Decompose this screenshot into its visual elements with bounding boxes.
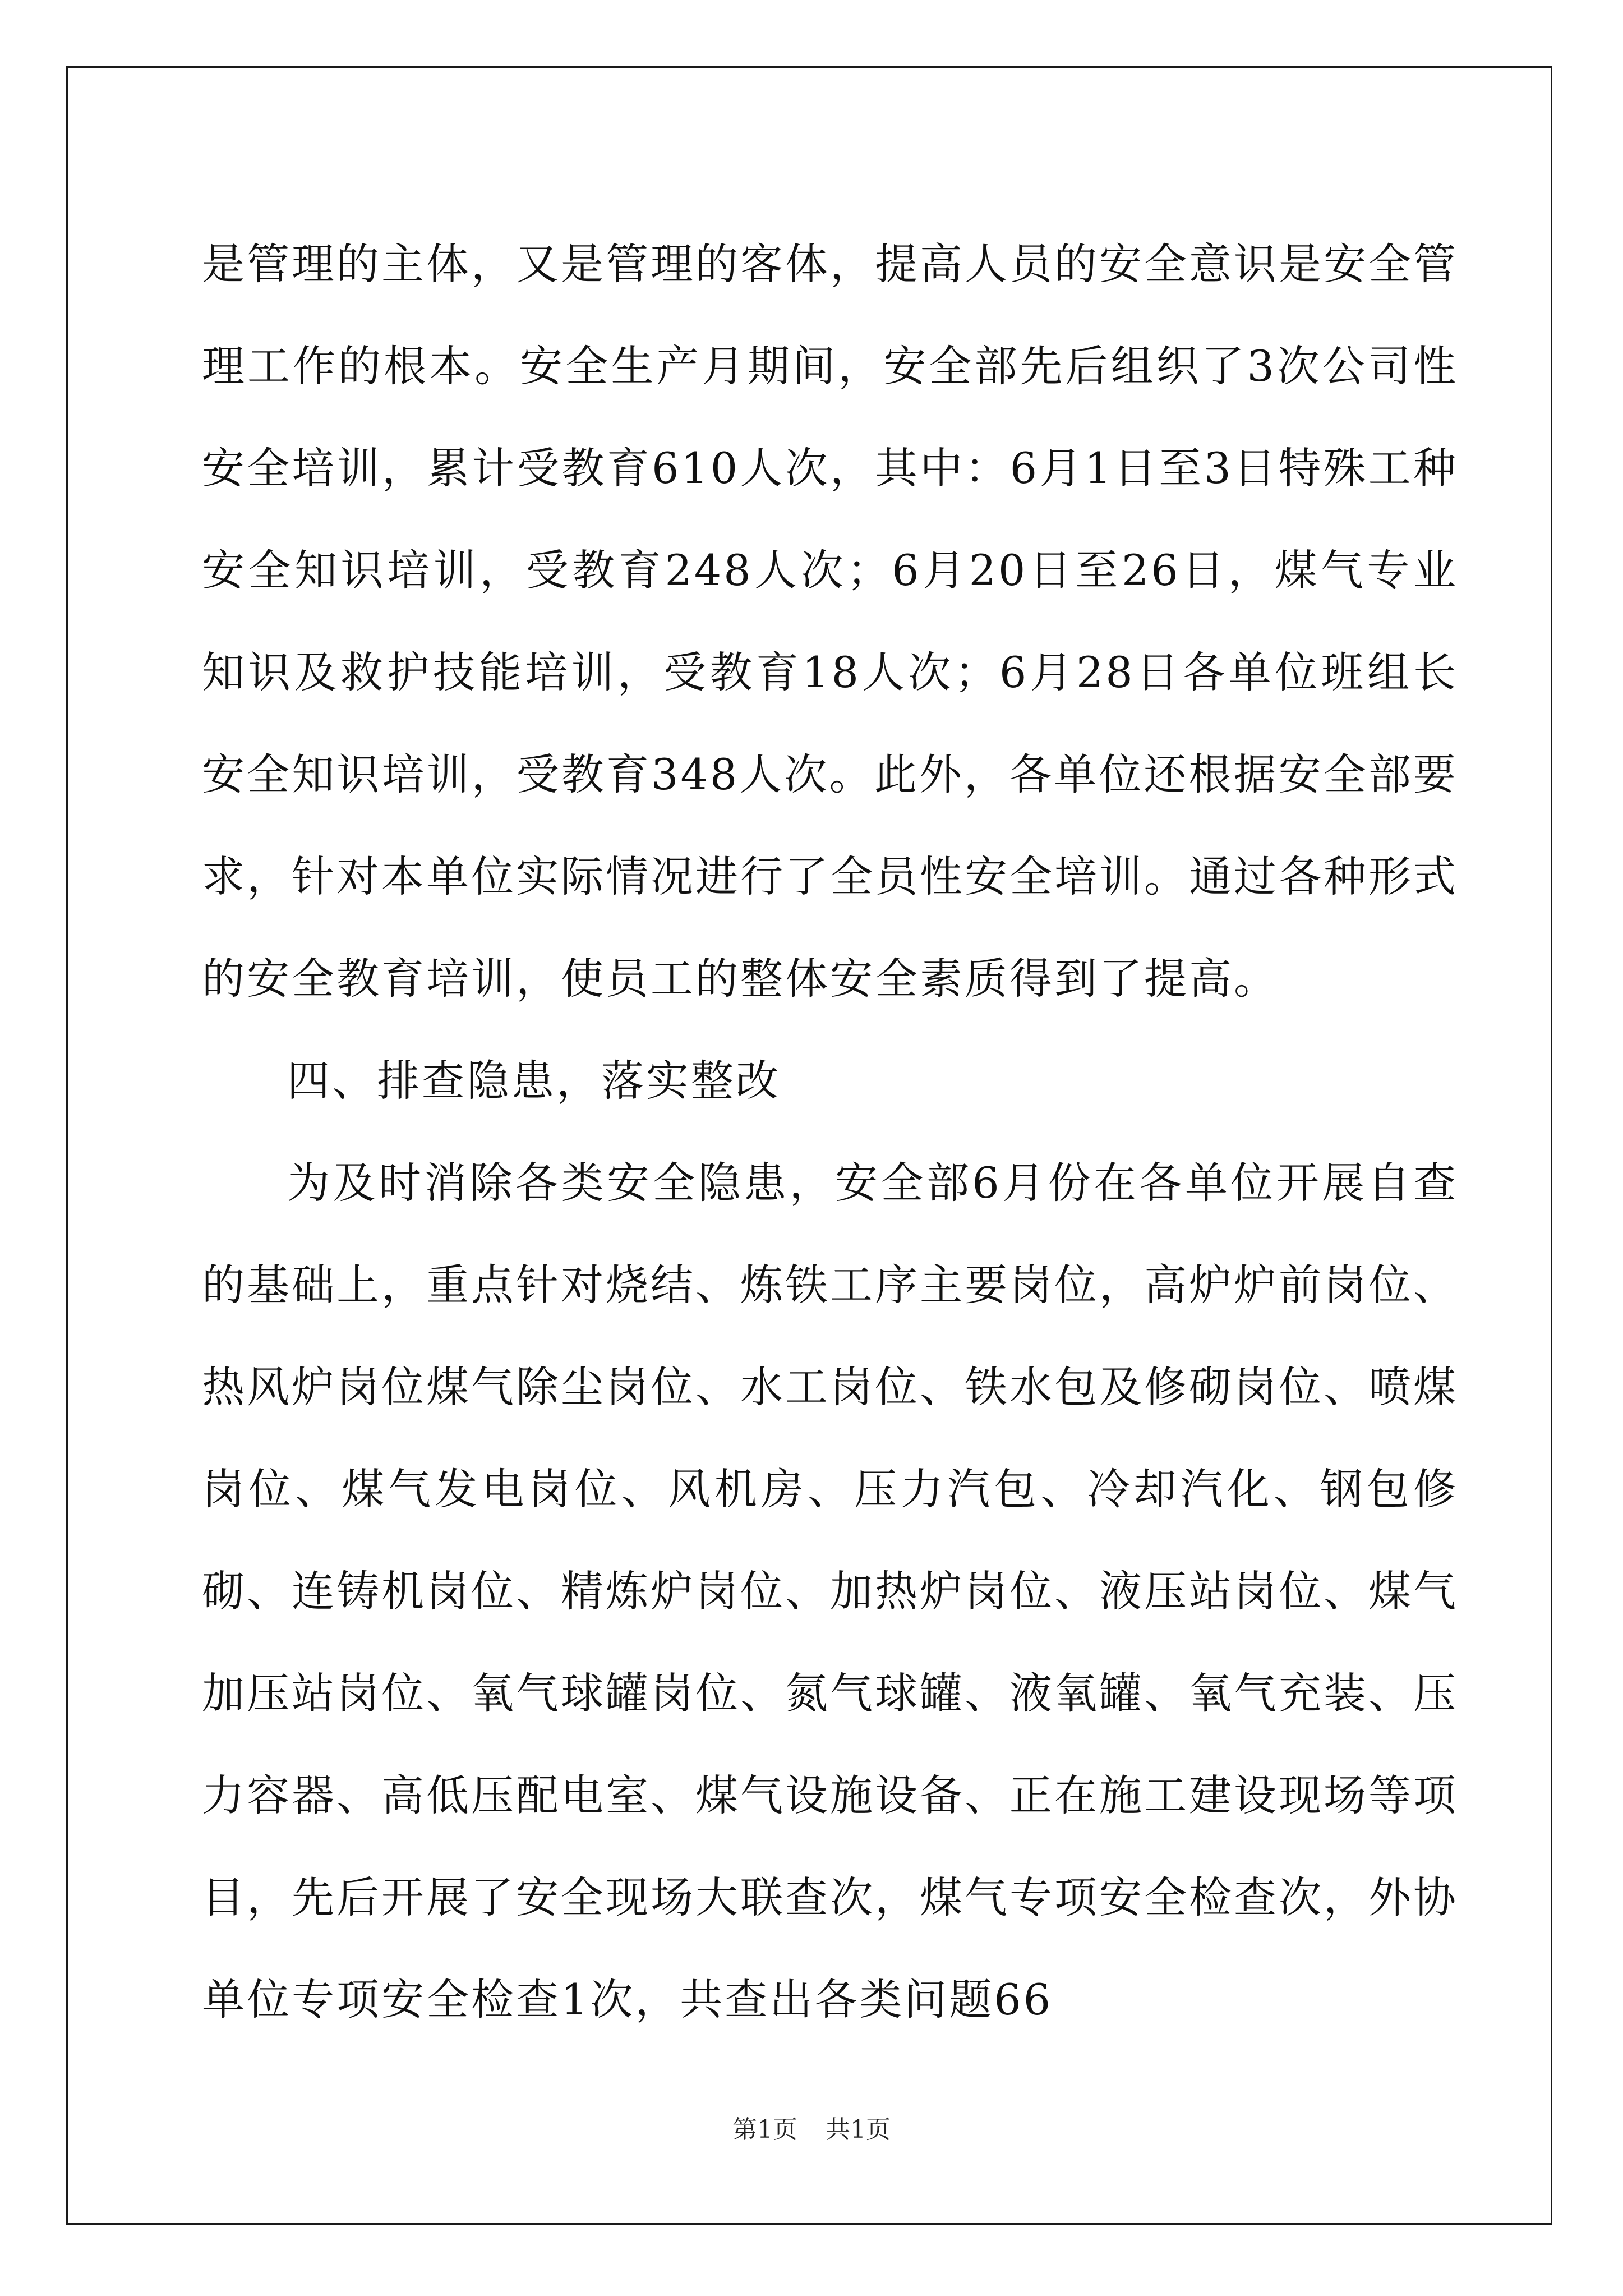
document-body bbox=[202, 213, 1458, 2051]
paragraph-training: 是管理的主体，又是管理的客体，提高人员的安全意识是安全管理工作的根本。安全生产月期间，安全部先后组织了3次公司性安全培训，累计受教育610人次，其中：6月1日至3日特殊工种安全知识培训，受教育248人次；6月20日至26日，煤气专业知识及救护技能培训，受教育18人次；6月28日各单位班组长安全知识培训，受教育348人次。此外，各单位还根据安全部要求，针对本单位实际情况进行了全员性安全培训。通过各种形式的安全教育培训，使员工的整体安全素质得到了提高。 bbox=[202, 239, 1458, 1004]
paragraph-hazard-inspection: 为及时消除各类安全隐患，安全部6月份在各单位开展自查的基础上，重点针对烧结、炼铁工序主要岗位，高炉炉前岗位、热风炉岗位煤气除尘岗位、水工岗位、铁水包及修砌岗位、喷煤岗位、煤气发电岗位、风机房、压力汽包、冷却汽化、钢包修砌、连铸机岗位、精炼炉岗位、加热炉岗位、液压站岗位、煤气加压站岗位、氧气球罐岗位、氮气球罐、液氧罐、氧气充装、压力容器、高低压配电室、煤气设施设备、正在施工建设现场等项目，先后开展了安全现场大联查次，煤气专项安全检查次，外协单位专项安全检查1次，共查出各类问题66 bbox=[202, 1158, 1458, 2024]
page-number-total: 共1页 bbox=[826, 2115, 891, 2144]
section-heading-hazard-inspection: 四、排查隐患，落实整改 bbox=[287, 1056, 781, 1106]
page-footer bbox=[0, 2109, 1623, 2145]
page-number-current: 第1页 bbox=[732, 2115, 797, 2144]
